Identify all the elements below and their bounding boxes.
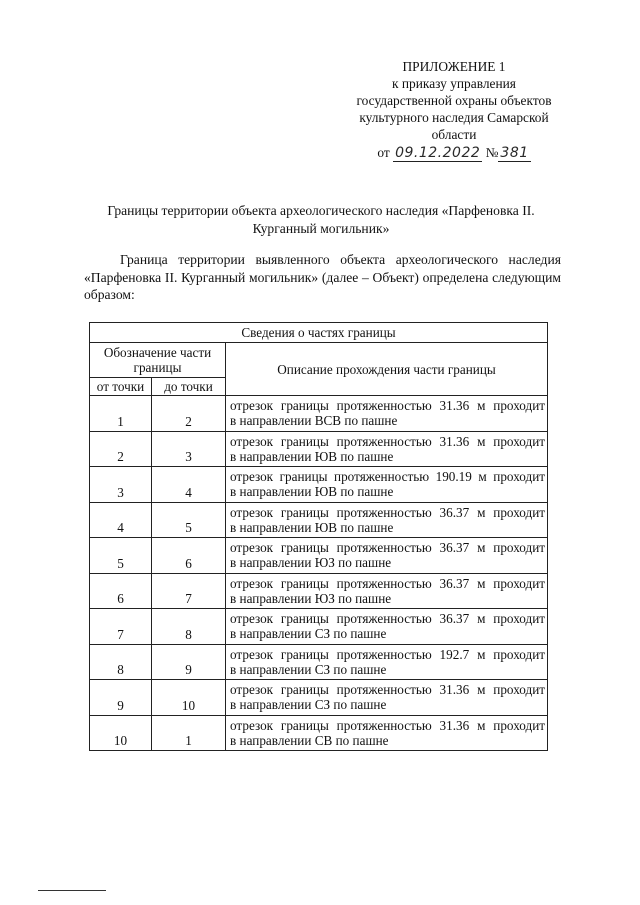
- description-line: в направлении ЮВ по пашне: [230, 448, 394, 464]
- boundary-table: [89, 322, 548, 751]
- footnote-line: [38, 890, 106, 891]
- table-row: [90, 680, 548, 716]
- to-point: 3: [152, 431, 226, 467]
- intro-text: Граница территории выявленного объекта археологического наследия «Парфеновка II. Курганный могильник» (далее – Объект) определена следующим образом:: [84, 252, 561, 302]
- segment-description: [226, 680, 548, 716]
- description-line: в направлении ЮЗ по пашне: [230, 555, 392, 570]
- table-header-to: до точки: [152, 378, 226, 396]
- to-point: 9: [152, 644, 226, 680]
- table-header-main: Сведения о частях границы: [90, 323, 548, 343]
- description-line: в направлении ЮЗ по пашне: [230, 590, 392, 606]
- segment-description: [226, 431, 548, 467]
- title-line: Курганный могильник»: [252, 221, 390, 236]
- description-line: отрезок границы протяженностью 36.37 м проходит: [230, 611, 546, 626]
- from-point: 10: [90, 715, 152, 751]
- description-line: отрезок границы протяженностью 31.36 м проходит: [230, 433, 546, 449]
- description-line: отрезок границы протяженностью 36.37 м проходит: [230, 540, 546, 555]
- order-date: 09.12.2022: [395, 145, 481, 161]
- description-line: в направлении ЮВ по пашне: [230, 484, 394, 499]
- to-point: 10: [152, 680, 226, 716]
- to-point: 2: [152, 396, 226, 432]
- description-line: в направлении СЗ по пашне: [230, 626, 387, 641]
- from-point: 3: [90, 467, 152, 503]
- description-line: в направлении СЗ по пашне: [230, 661, 387, 677]
- segment-description: [226, 609, 548, 645]
- to-point: 6: [152, 538, 226, 574]
- from-point: 5: [90, 538, 152, 574]
- description-line: отрезок границы протяженностью 31.36 м проходит: [230, 717, 546, 733]
- from-label: от: [377, 145, 390, 160]
- segment-description: [226, 644, 548, 680]
- description-line: отрезок границы протяженностью 36.37 м проходит: [230, 575, 546, 591]
- appendix-line: культурного наследия Самарской: [359, 110, 549, 125]
- table-row: [90, 431, 548, 467]
- to-point: 5: [152, 502, 226, 538]
- table-row: [90, 396, 548, 432]
- to-point: 1: [152, 715, 226, 751]
- from-point: 7: [90, 609, 152, 645]
- description-line: отрезок границы протяженностью 31.36 м проходит: [230, 682, 546, 697]
- order-date-line: [340, 144, 568, 162]
- from-point: 9: [90, 680, 152, 716]
- description-line: отрезок границы протяженностью 31.36 м проходит: [230, 398, 546, 413]
- description-line: в направлении ЮВ по пашне: [230, 519, 394, 535]
- document-title: [80, 202, 562, 238]
- from-point: 1: [90, 396, 152, 432]
- table-header-from: от точки: [90, 378, 152, 396]
- segment-description: [226, 396, 548, 432]
- description-line: отрезок границы протяженностью 190.19 м проходит: [230, 469, 546, 484]
- table-row: [90, 715, 548, 751]
- from-point: 4: [90, 502, 152, 538]
- to-point: 4: [152, 467, 226, 503]
- appendix-block: [340, 58, 568, 162]
- table-row: [90, 467, 548, 503]
- description-line: в направлении СЗ по пашне: [230, 697, 387, 712]
- to-point: 7: [152, 573, 226, 609]
- segment-description: [226, 502, 548, 538]
- segment-description: [226, 538, 548, 574]
- table-row: [90, 644, 548, 680]
- appendix-line: области: [431, 127, 477, 142]
- table-row: [90, 609, 548, 645]
- description-line: в направлении СВ по пашне: [230, 732, 389, 748]
- appendix-line: к приказу управления: [392, 76, 516, 91]
- description-line: отрезок границы протяженностью 36.37 м проходит: [230, 504, 546, 520]
- description-line: в направлении ВСВ по пашне: [230, 413, 398, 428]
- from-point: 2: [90, 431, 152, 467]
- intro-paragraph: [84, 251, 561, 304]
- appendix-title: ПРИЛОЖЕНИЕ 1: [402, 59, 506, 74]
- table-row: [90, 573, 548, 609]
- segment-description: [226, 573, 548, 609]
- to-point: 8: [152, 609, 226, 645]
- description-line: отрезок границы протяженностью 192.7 м проходит: [230, 646, 546, 662]
- title-line: Границы территории объекта археологического наследия «Парфеновка II.: [107, 203, 535, 218]
- order-number: 381: [500, 145, 529, 161]
- segment-description: [226, 715, 548, 751]
- segment-description: [226, 467, 548, 503]
- table-row: [90, 538, 548, 574]
- table-header-description: Описание прохождения части границы: [226, 343, 548, 396]
- from-point: 6: [90, 573, 152, 609]
- from-point: 8: [90, 644, 152, 680]
- appendix-line: государственной охраны объектов: [356, 93, 552, 108]
- number-label: №: [485, 145, 499, 160]
- table-header-designation: Обозначение части границы: [90, 343, 226, 378]
- table-row: [90, 502, 548, 538]
